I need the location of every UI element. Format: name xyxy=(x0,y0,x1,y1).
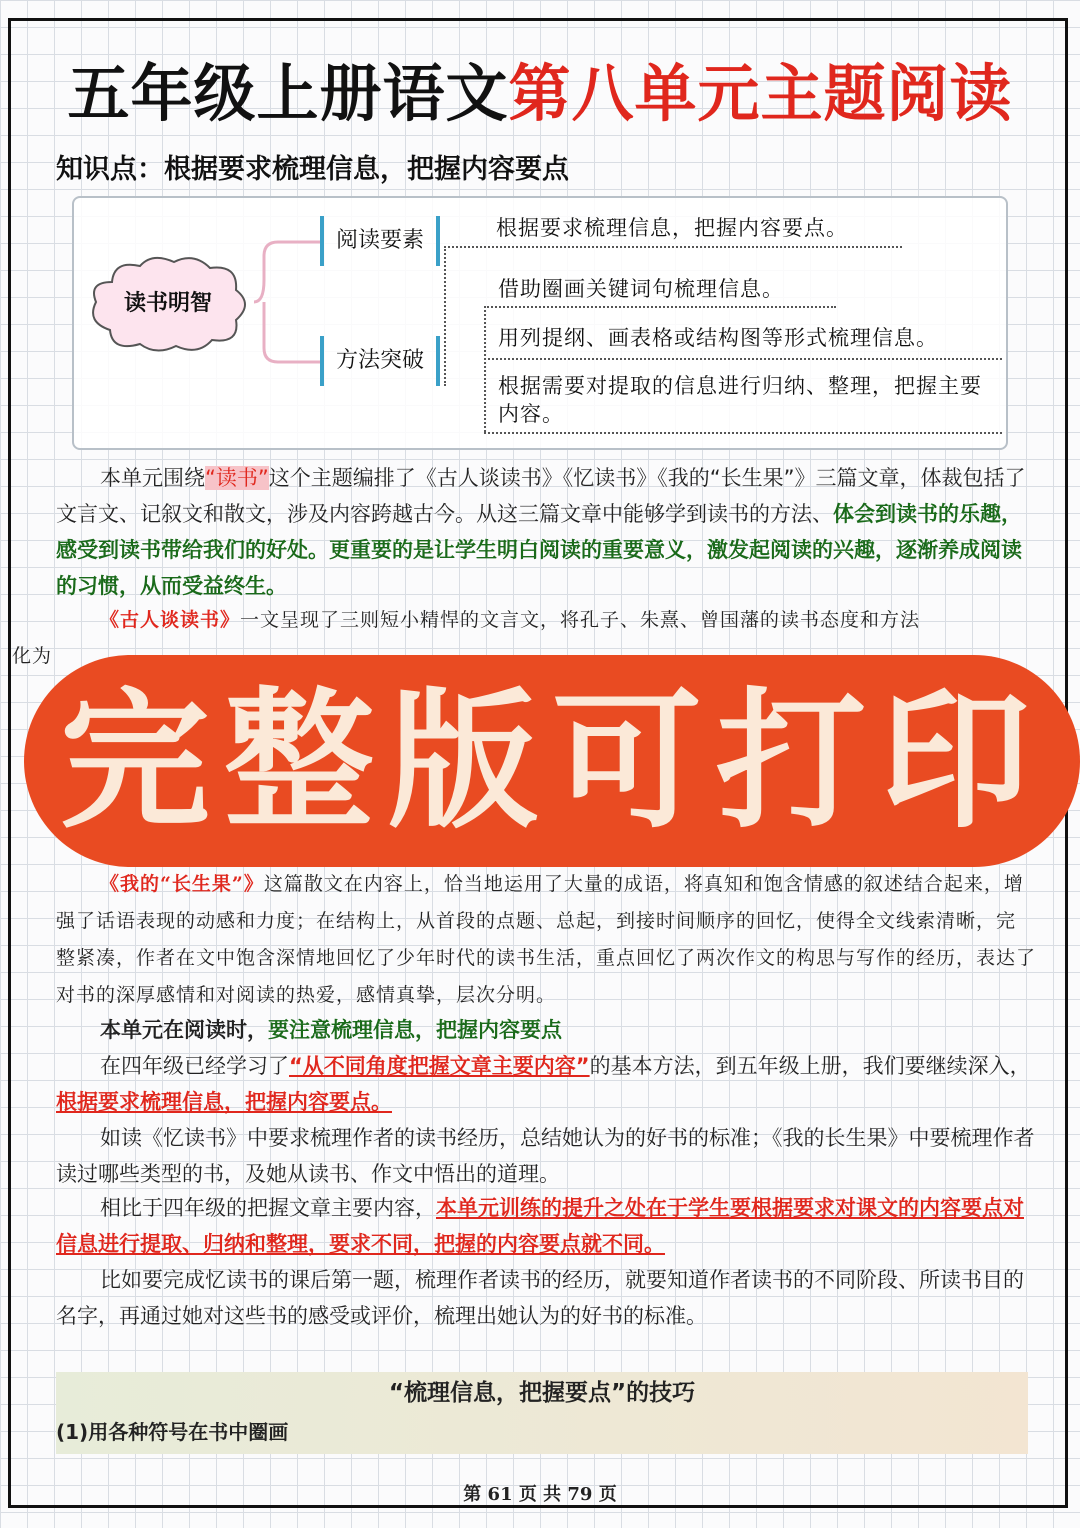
focus-text: 本单元在阅读时， xyxy=(100,1018,268,1042)
paragraph-example: 如读《忆读书》中要求梳理作者的读书经历，总结她认为的好书的标准；《我的长生果》中要梳理作者读过哪些类型的书，及她从读书、作文中悟出的道理。 xyxy=(56,1126,1035,1186)
dotted-divider xyxy=(484,432,1002,434)
dotted-divider xyxy=(484,358,1002,360)
mindmap-item-1: 根据要求梳理信息，把握内容要点。 xyxy=(496,216,848,240)
ancient-text: 一文呈现了三则短小精悍的文言文，将孔子、朱熹、曾国藩的读书态度和方法 xyxy=(240,609,921,631)
title-part2: 第八单元主题阅读 xyxy=(508,57,1013,130)
paragraph-intro xyxy=(56,460,1036,604)
banner-text: 完整版可打印 xyxy=(59,673,1044,849)
tips-title: “梳理信息，把握要点”的技巧 xyxy=(388,1380,696,1406)
mindmap-connector xyxy=(254,240,324,365)
longevity-line-2: 使得全文线索清晰，完整紧凑，作者在文中饱含深情地回忆了少年时代的读书生活，重点回忆了两次作文的构思与写作的经历，表达了对书的深厚感情和对阅读的热爱，感情真挚，层次分明。 xyxy=(56,910,1037,1006)
dotted-vertical xyxy=(444,246,446,386)
intro-text: 本单元围绕 xyxy=(100,466,205,490)
dotted-vertical xyxy=(484,306,486,432)
grade4-text: 在四年级已经学习了 xyxy=(100,1054,289,1078)
dotted-divider xyxy=(484,306,836,308)
focus-green: 要注意梳理信息，把握内容要点 xyxy=(268,1018,562,1042)
ancient-tail: 化为 xyxy=(12,645,53,667)
title-part1: 五年级上册语文 xyxy=(67,57,509,130)
paragraph-grade4 xyxy=(56,1048,1036,1120)
intro-text-2: 这个主题编排了《古人谈读书》《忆读书》《我的“长生果”》三篇文章，体裁包括了文言文、记叙文和散文，涉及内容跨越古今。从这三篇文章中能够学到读书的方法、 xyxy=(56,466,1026,526)
dotted-divider xyxy=(444,246,902,248)
intro-green-text: 体会到读书的乐趣，感受到读书带给我们的好处。更重要的是让学生明白阅读的重要意义，激发起阅读的兴趣，逐渐养成阅读的习惯，从而受益终生。 xyxy=(56,502,1022,598)
paragraph-longevity xyxy=(56,866,1036,1014)
grade4-text-2: 的基本方法，到五年级上册，我们要继续深入， xyxy=(589,1054,1031,1078)
page-title xyxy=(0,58,1080,130)
branch-method: 方法突破 xyxy=(320,336,440,386)
mindmap-item-4: 根据需要对提取的信息进行归纳、整理，把握主要内容。 xyxy=(498,374,982,426)
longevity-line-1: 这篇散文在内容上，恰当地运用了大量的成语，将真知和饱含情感的叙述结合起来，增强了话语表现的动感和力度；在结构上，从首段的点题、总起，到接时间顺序的回忆， xyxy=(56,873,1024,932)
mindmap-item-3: 用列提纲、画表格或结构图等形式梳理信息。 xyxy=(498,326,938,350)
page-footer: 第 61 页 共 79 页 xyxy=(463,1484,617,1505)
paragraph-focus xyxy=(56,1012,1036,1048)
compare-text: 相比于四年级的把握文章主要内容， xyxy=(100,1196,436,1220)
knowledge-point: 知识点：根据要求梳理信息，把握内容要点 xyxy=(56,154,569,185)
tips-item-1: (1)用各种符号在书中圈画 xyxy=(56,1420,289,1444)
compare-red: 本单元训练的提升之处在于学生要根据要求对课文的内容要点对信息进行提取、归纳和整理，要求不同，把握的内容要点就不同。 xyxy=(56,1196,1024,1256)
longevity-title: 《我的“长生果”》 xyxy=(100,873,264,895)
paragraph-task: 比如要完成忆读书的课后第一题，梳理作者读书的经历，就要知道作者读书的不同阶段、所读书目的名字，再通过她对这些书的感受或评价，梳理出她认为的好书的标准。 xyxy=(56,1268,1024,1328)
reading-highlight: “读书” xyxy=(205,466,269,490)
grade4-red: “从不同角度把握文章主要内容” xyxy=(289,1054,590,1078)
paragraph-compare xyxy=(56,1190,1036,1262)
mindmap-item-2: 借助圈画关键词句梳理信息。 xyxy=(498,277,784,301)
branch-reading-element: 阅读要素 xyxy=(320,216,440,266)
ancient-title: 《古人谈读书》 xyxy=(100,609,241,631)
grade4-red-2: 根据要求梳理信息，把握内容要点。 xyxy=(56,1090,392,1114)
mindmap-root: 读书明智 xyxy=(123,291,212,316)
